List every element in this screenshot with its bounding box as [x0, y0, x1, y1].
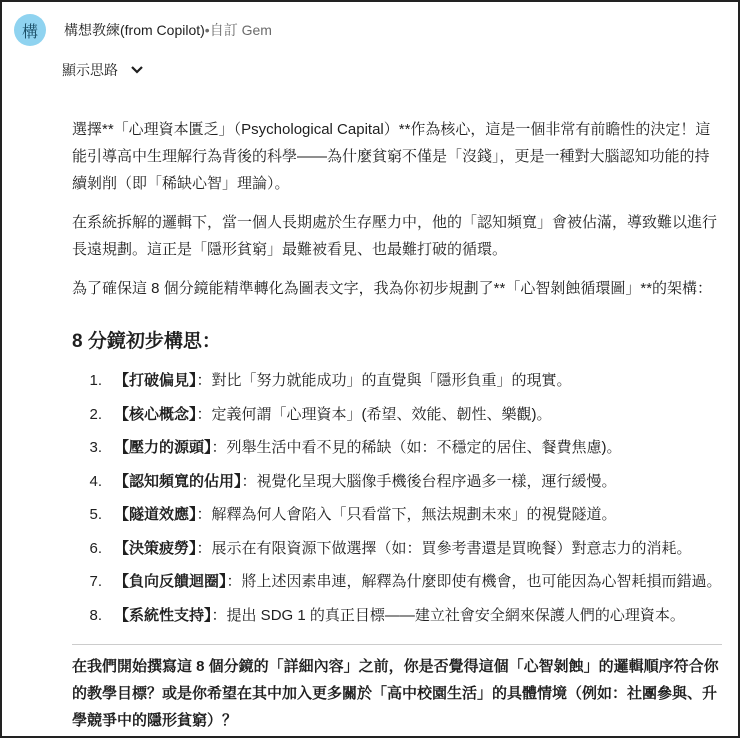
list-item [72, 398, 722, 432]
list-item [72, 498, 722, 532]
gem-name: 構想教練(from Copilot) [64, 22, 205, 38]
item-text: ：提出 SDG 1 的真正目標——建立社會安全網來保護人們的心理資本。 [211, 606, 685, 624]
gem-type: 自訂 Gem [209, 22, 272, 38]
item-text: ：列舉生活中看不見的稀缺（如：不穩定的居住、餐費焦慮)。 [211, 439, 622, 456]
item-number: 1. [89, 372, 102, 389]
item-label: 【決策疲勞】 [114, 539, 197, 557]
item-text: ：對比「努力就能成功」的直覺與「隱形負重」的現實。 [196, 372, 572, 389]
list-item [72, 532, 722, 566]
item-label: 【認知頻寬的佔用】 [114, 472, 242, 490]
list-item [72, 599, 722, 633]
item-label: 【壓力的源頭】 [114, 439, 212, 456]
item-label: 【系統性支持】 [114, 606, 212, 624]
response-content [72, 116, 722, 746]
item-text: ：將上述因素串連，解釋為什麼即使有機會，也可能因為心智耗損而錯過。 [226, 573, 722, 590]
item-text: ：定義何謂「心理資本」(希望、效能、韌性、樂觀)。 [196, 405, 552, 423]
item-label: 【打破偏見】 [114, 372, 197, 389]
paragraph: 在系統拆解的邏輯下，當一個人長期處於生存壓力中，他的「認知頻寬」會被佔滿，導致難以進行長遠規劃。這正是「隱形貧窮」最難被看見、也最難打破的循環。 [72, 214, 718, 258]
show-thoughts-toggle[interactable] [62, 60, 144, 80]
item-label: 【隧道效應】 [114, 506, 197, 523]
item-text: ：視覺化呈現大腦像手機後台程序過多一樣，運行緩慢。 [241, 472, 617, 490]
list-item [72, 565, 722, 599]
item-number: 3. [89, 439, 102, 456]
item-text: ：解釋為何人會陷入「只看當下，無法規劃未來」的視覺隧道。 [196, 506, 617, 523]
item-number: 7. [89, 573, 102, 590]
item-number: 2. [89, 405, 102, 423]
paragraph: 為了確保這 8 個分鏡能精準轉化為圖表文字，我為你初步規劃了**「心智剝蝕循環圖」**的架構： [72, 280, 713, 297]
paragraph: 選擇**「心理資本匱乏」（Psychological Capital）**作為核心，這是一個非常有前瞻性的決定！這能引導高中生理解行為背後的科學——為什麼貧窮不僅是「沒錢」，更是一種對大腦認知功能的持續剝削（即「稀缺心智」理論）。 [72, 121, 711, 192]
storyboard-list [72, 364, 722, 632]
divider [72, 644, 722, 645]
item-text: ：展示在有限資源下做選擇（如：買參考書還是買晚餐）對意志力的消耗。 [196, 539, 692, 557]
response-header [14, 14, 272, 46]
item-number: 4. [89, 472, 102, 490]
list-item [72, 364, 722, 398]
item-number: 5. [89, 506, 102, 523]
gem-avatar: 構 [14, 14, 46, 46]
show-thoughts-label: 顯示思路 [62, 62, 118, 78]
item-label: 【負向反饋迴圈】 [114, 573, 227, 590]
item-number: 8. [89, 606, 102, 624]
item-number: 6. [89, 539, 102, 557]
list-item [72, 431, 722, 465]
chevron-down-icon [130, 65, 144, 75]
item-label: 【核心概念】 [114, 405, 197, 423]
separator: • [204, 22, 210, 38]
section-heading: 8 分鏡初步構思： [72, 331, 221, 352]
list-item [72, 465, 722, 499]
final-question: 在我們開始撰寫這 8 個分鏡的「詳細內容」之前，你是否覺得這個「心智剝蝕」的邏輯順序符合你的教學目標？或是你希望在其中加入更多關於「高中校園生活」的具體情境（例如：社團參與、升學競爭中的隱形貧窮）？ [72, 658, 719, 729]
